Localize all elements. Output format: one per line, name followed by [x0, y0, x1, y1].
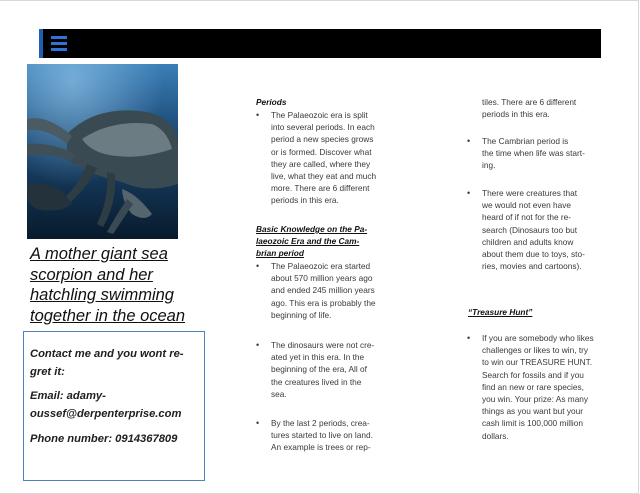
bullet-icon: • [256, 418, 260, 428]
email-label: Email: adamy- [30, 390, 106, 402]
bullet-line: If you are somebody who likes [482, 333, 594, 343]
heading-line: laeozoic Era and the Cam- [256, 236, 360, 247]
bullet-line: beginning of the era, All of [271, 364, 367, 375]
bullet-icon: • [256, 261, 260, 271]
bullet-line: and ended 245 million years [271, 285, 375, 296]
heading-line: Basic Knowledge on the Pa- [256, 224, 368, 234]
bullet-line: sea. [271, 388, 287, 399]
bullet-line: about 570 million years ago [271, 273, 373, 284]
bullet-icon: • [467, 188, 471, 198]
periods-line: into several periods. In each [271, 122, 375, 133]
banner-accent-stripe [39, 29, 43, 58]
bullet-line: beginning of life. [271, 309, 332, 320]
periods-heading: Periods [256, 97, 287, 107]
bullet-line: ing. [482, 160, 496, 171]
bullet-line: cash limit is 100,000 million [482, 418, 583, 429]
menu-icon[interactable] [51, 36, 67, 51]
caption-line: together in the ocean [30, 306, 186, 325]
heading-line: brian period [256, 248, 304, 259]
bullet-line: tures started to live on land. [271, 430, 373, 441]
caption-line: hatchling swimming [30, 286, 174, 304]
bullet-icon: • [467, 333, 471, 343]
bullet-icon: • [467, 136, 471, 146]
periods-line: they are called, where they [271, 158, 371, 169]
bullet-line: challenges or likes to win, try [482, 345, 589, 356]
periods-line: more. There are 6 different [271, 183, 370, 194]
bullet-line: The Cambrian period is [482, 136, 569, 146]
bullet-line: find an new or rare species, [482, 381, 584, 392]
continued-text [482, 96, 617, 120]
periods-line: live, what they eat and much [271, 171, 377, 182]
bullet-line: you win. Your prize: As many [482, 394, 589, 405]
bullet-line: An example is trees or rep- [271, 442, 371, 453]
phone-number[interactable]: Phone number: 0914367809 [30, 433, 178, 445]
bullet-line: There were creatures that [482, 188, 577, 198]
basic-knowledge-heading [256, 223, 367, 260]
bullet-line: ago. This era is probably the [271, 297, 376, 308]
bullet-line: the creatures lived in the [271, 376, 362, 387]
bullet-line: By the last 2 periods, crea- [271, 418, 370, 428]
sea-scorpion-illustration [27, 64, 178, 239]
text-line: tiles. There are 6 different [482, 97, 577, 107]
treasure-hunt-heading: “Treasure Hunt” [468, 307, 533, 317]
bullet-line: ated yet in this era. In the [271, 352, 365, 363]
bullet-line: children and adults know [482, 236, 574, 247]
photo-caption [30, 244, 202, 326]
sea-scorpion-photo [27, 64, 178, 239]
contact-line: gret it: [30, 366, 65, 378]
bullet-line: Search for fossils and if you [482, 369, 584, 380]
bullet-line: about them due to toys, sto- [482, 249, 585, 260]
bullet-line: The Palaeozoic era started [271, 261, 371, 271]
periods-line: period a new species grows [271, 134, 374, 145]
email-address[interactable]: oussef@derpenterprise.com [30, 408, 182, 420]
contact-box [23, 331, 205, 481]
bullet-line: ries, movies and cartoons). [482, 261, 582, 272]
caption-line: scorpion and her [30, 265, 153, 284]
bullet-line: dollars. [482, 430, 509, 441]
bullet-line: things as you want but your [482, 406, 584, 417]
periods-line: periods in this era. [271, 195, 339, 206]
bullet-icon: • [256, 110, 260, 120]
periods-line: The Palaeozoic era is split [271, 110, 368, 120]
caption-line: A mother giant sea [30, 245, 168, 263]
top-banner-bar [39, 29, 601, 58]
bullet-line: search (Dinosaurs too but [482, 224, 578, 235]
bullet-icon: • [256, 340, 260, 350]
periods-line: or is formed. Discover what [271, 146, 372, 157]
contact-line: Contact me and you wont re- [30, 348, 184, 360]
bullet-line: heard of if not for the re- [482, 212, 572, 223]
bullet-line: to win our TREASURE HUNT. [482, 357, 593, 368]
bullet-line: The dinosaurs were not cre- [271, 340, 375, 350]
text-line: periods in this era. [482, 109, 550, 120]
bullet-line: we would not even have [482, 200, 572, 211]
bullet-line: the time when life was start- [482, 148, 585, 159]
